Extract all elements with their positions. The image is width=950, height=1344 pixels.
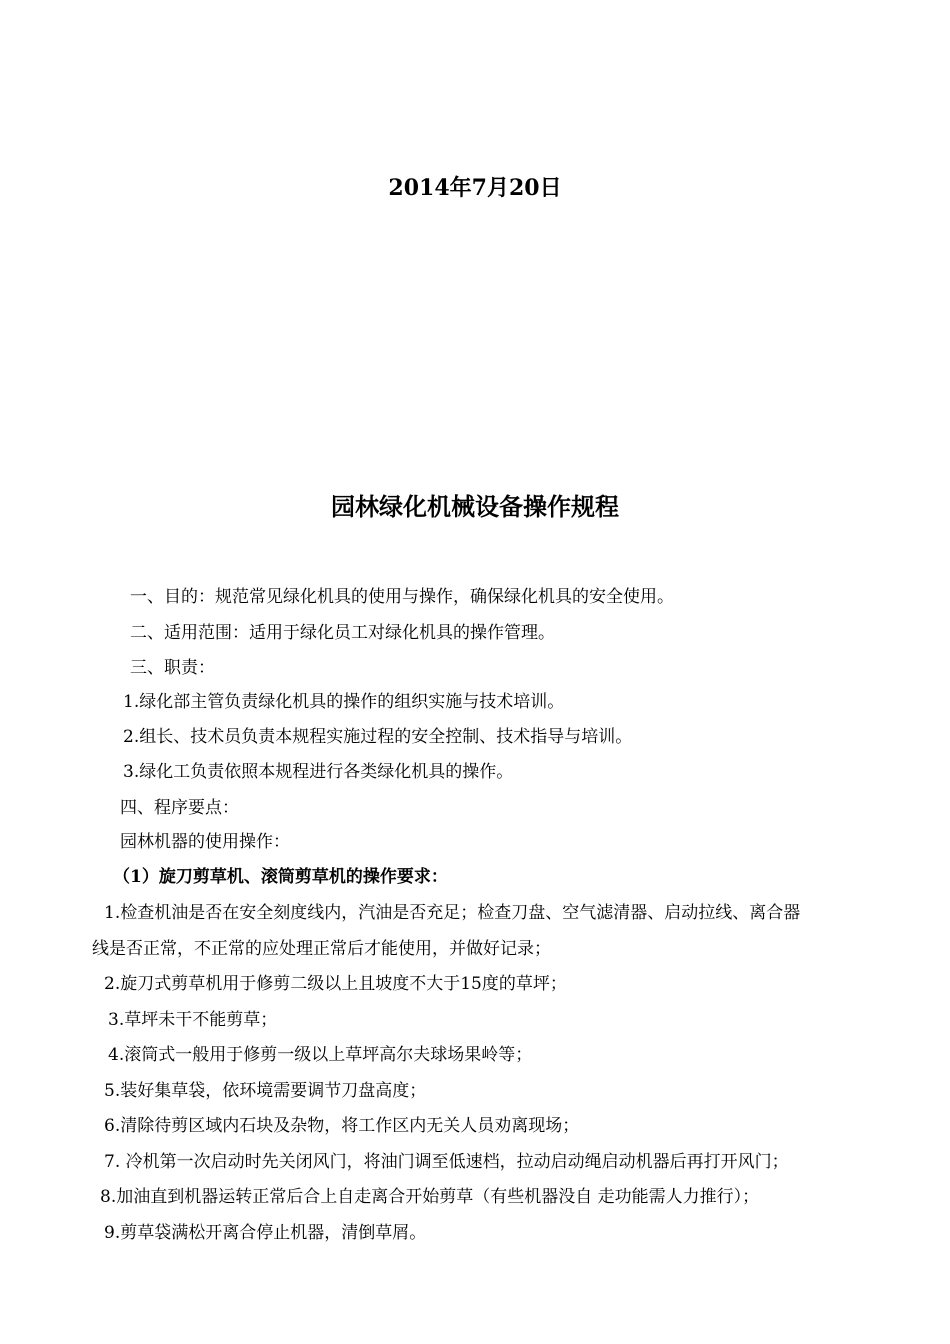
- duties-heading: 三、职责：: [130, 658, 215, 678]
- step-8: 8.加油直到机器运转正常后合上自走离合开始剪草（有些机器没自 走功能需人力推行）；: [100, 1187, 760, 1207]
- step-3: 3.草坪未干不能剪草；: [108, 1010, 278, 1030]
- step-9: 9.剪草袋满松开离合停止机器，清倒草屑。: [104, 1223, 427, 1243]
- duty-item-3: 3.绿化工负责依照本规程进行各类绿化机具的操作。: [123, 762, 514, 782]
- step-4: 4.滚筒式一般用于修剪一级以上草坪高尔夫球场果岭等；: [108, 1045, 533, 1065]
- document-title: 园林绿化机械设备操作规程: [331, 493, 619, 521]
- duty-item-2: 2.组长、技术员负责本规程实施过程的安全控制、技术指导与培训。: [123, 727, 633, 747]
- step-1-line-a: 1.检查机油是否在安全刻度线内，汽油是否充足；检查刀盘、空气滤清器、启动拉线、离合器: [104, 903, 801, 923]
- step-2: 2.旋刀式剪草机用于修剪二级以上且坡度不大于15度的草坪；: [104, 974, 567, 994]
- step-6: 6.清除待剪区域内石块及杂物，将工作区内无关人员劝离现场；: [104, 1116, 580, 1136]
- document-date: 2014年7月20日: [388, 175, 562, 201]
- scope-line: 二、适用范围：适用于绿化员工对绿化机具的操作管理。: [130, 623, 555, 643]
- step-7: 7. 冷机第一次启动时先关闭风门，将油门调至低速档，拉动启动绳启动机器后再打开风门；: [104, 1152, 789, 1172]
- purpose-line: 一、目的：规范常见绿化机具的使用与操作，确保绿化机具的安全使用。: [130, 587, 674, 607]
- duty-item-1: 1.绿化部主管负责绿化机具的操作的组织实施与技术培训。: [123, 692, 565, 712]
- mower-requirements-heading: （1）旋刀剪草机、滚筒剪草机的操作要求：: [113, 867, 448, 887]
- machine-usage-line: 园林机器的使用操作：: [120, 832, 290, 852]
- step-5: 5.装好集草袋，依环境需要调节刀盘高度；: [104, 1081, 427, 1101]
- procedure-heading: 四、程序要点：: [120, 798, 239, 818]
- step-1-line-b: 线是否正常，不正常的应处理正常后才能使用，并做好记录；: [92, 939, 551, 959]
